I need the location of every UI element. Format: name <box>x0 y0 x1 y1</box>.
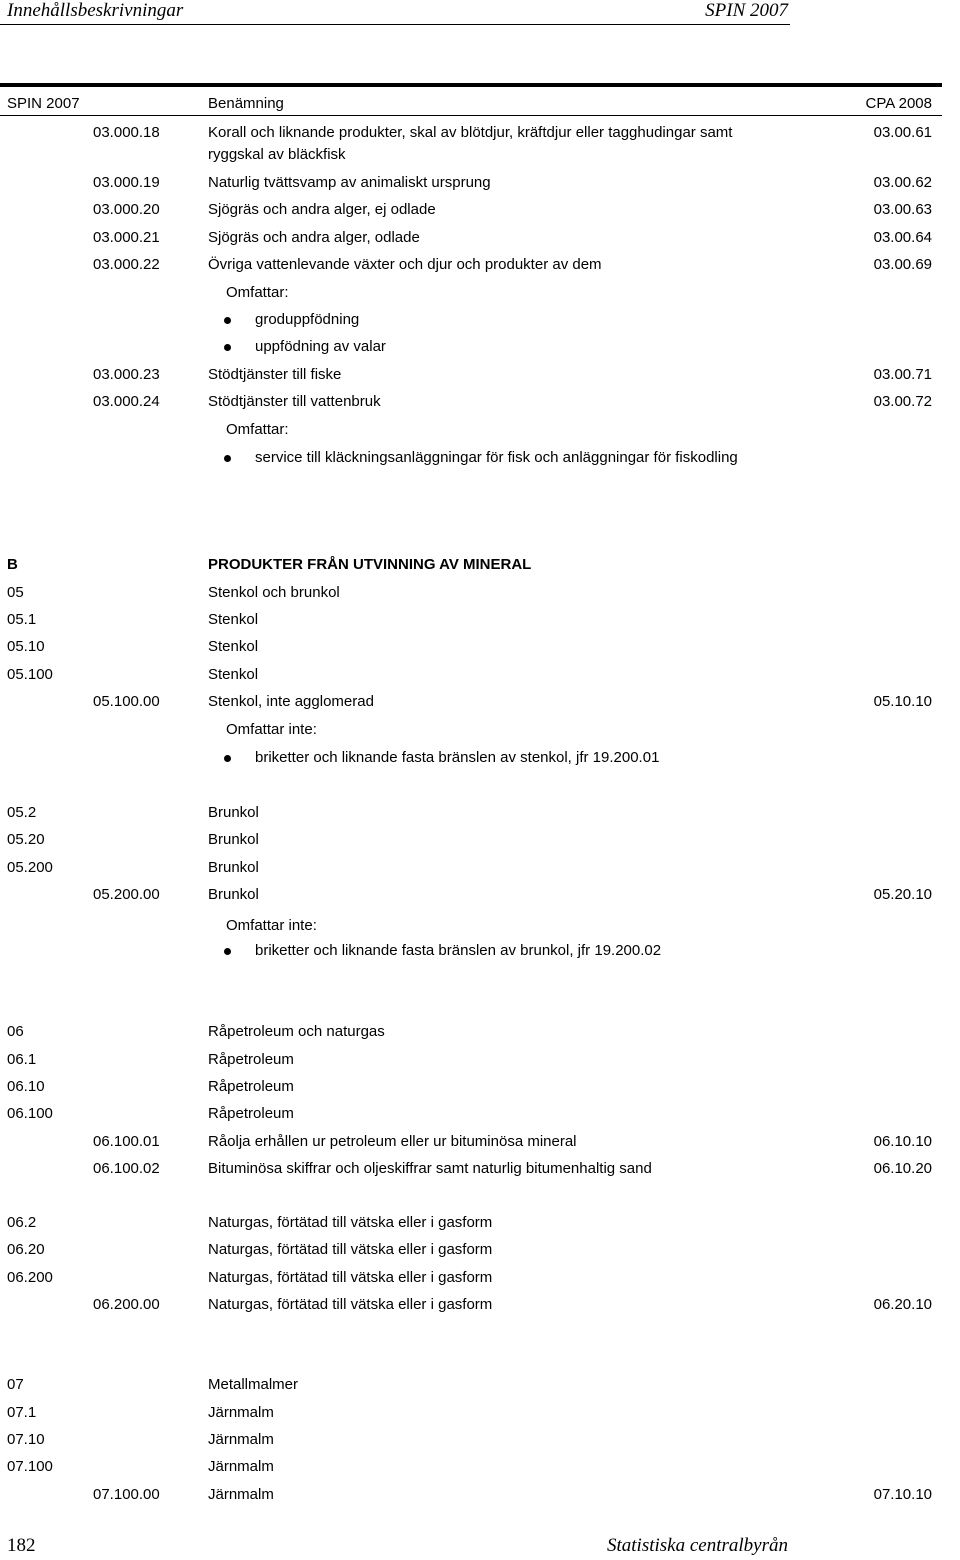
row-code: 06.100 <box>7 1105 53 1122</box>
publisher-name: Statistiska centralbyrån <box>606 1535 788 1556</box>
row-description: Sjögräs och andra alger, odlade <box>208 229 420 246</box>
row-code: 06.20 <box>7 1241 45 1258</box>
row-subcode: 03.000.20 <box>93 201 160 218</box>
row-code: 06.2 <box>7 1214 37 1231</box>
row-cpa-code: 06.10.20 <box>873 1160 932 1177</box>
scope-note-label: Omfattar inte: <box>226 917 317 934</box>
row-description: Råpetroleum <box>208 1051 294 1068</box>
scope-note-item: service till kläckningsanläggningar för fisk och anläggningar för fiskodling <box>255 449 738 466</box>
row-description: Stenkol och brunkol <box>208 584 340 601</box>
row-code: 05.10 <box>7 638 45 655</box>
row-cpa-code: 06.20.10 <box>873 1296 932 1313</box>
row-code: 06 <box>7 1023 24 1040</box>
row-cpa-code: 07.10.10 <box>873 1486 932 1503</box>
row-code: 07.100 <box>7 1458 53 1475</box>
scope-note-item: briketter och liknande fasta bränslen av brunkol, jfr 19.200.02 <box>255 942 662 959</box>
row-code: 06.1 <box>7 1051 37 1068</box>
row-code: 07.10 <box>7 1431 45 1448</box>
row-code: 05.20 <box>7 831 45 848</box>
row-cpa-code: 05.10.10 <box>873 693 932 710</box>
row-description: Korall och liknande produkter, skal av blötdjur, kräftdjur eller tagghudingar samt <box>208 124 733 141</box>
column-header-spin: SPIN 2007 <box>7 95 80 112</box>
row-code: 05.100 <box>7 666 53 683</box>
row-subcode: 03.000.18 <box>93 124 160 141</box>
row-code: 05 <box>7 584 24 601</box>
row-subcode: 03.000.24 <box>93 393 160 410</box>
row-description: Stödtjänster till fiske <box>208 366 342 383</box>
header-rule <box>0 24 790 25</box>
row-cpa-code: 03.00.61 <box>873 124 932 141</box>
table-header-rule <box>0 115 942 116</box>
row-code: 07 <box>7 1376 24 1393</box>
row-subcode: 05.200.00 <box>93 886 160 903</box>
row-subcode: 03.000.23 <box>93 366 160 383</box>
row-code: 07.1 <box>7 1404 37 1421</box>
bullet-icon <box>224 317 231 324</box>
scope-note-label: Omfattar: <box>226 421 289 438</box>
row-description: PRODUKTER FRÅN UTVINNING AV MINERAL <box>208 556 532 573</box>
row-code: 05.2 <box>7 804 37 821</box>
scope-note-item: briketter och liknande fasta bränslen av stenkol, jfr 19.200.01 <box>255 749 660 766</box>
row-description: Stenkol <box>208 666 259 683</box>
row-description: Naturlig tvättsvamp av animaliskt ursprung <box>208 174 491 191</box>
row-description: Råpetroleum och naturgas <box>208 1023 385 1040</box>
column-header-cpa: CPA 2008 <box>865 95 932 112</box>
bullet-icon <box>224 755 231 762</box>
scope-note-label: Omfattar: <box>226 284 289 301</box>
row-code: 06.200 <box>7 1269 53 1286</box>
row-subcode: 03.000.21 <box>93 229 160 246</box>
row-cpa-code: 03.00.71 <box>873 366 932 383</box>
row-description: Råpetroleum <box>208 1078 294 1095</box>
row-cpa-code: 03.00.62 <box>873 174 932 191</box>
row-cpa-code: 03.00.72 <box>873 393 932 410</box>
row-subcode: 06.100.02 <box>93 1160 160 1177</box>
row-description: Naturgas, förtätad till vätska eller i gasform <box>208 1214 493 1231</box>
row-description: Järnmalm <box>208 1458 274 1475</box>
bullet-icon <box>224 455 231 462</box>
row-description: Råolja erhållen ur petroleum eller ur bituminösa mineral <box>208 1133 577 1150</box>
row-description: Brunkol <box>208 886 259 903</box>
scope-note-item: uppfödning av valar <box>255 338 386 355</box>
row-description: Naturgas, förtätad till vätska eller i gasform <box>208 1241 493 1258</box>
scope-note-label: Omfattar inte: <box>226 721 317 738</box>
row-description: Naturgas, förtätad till vätska eller i gasform <box>208 1296 493 1313</box>
row-description: ryggskal av bläckfisk <box>208 146 346 163</box>
row-description: Bituminösa skiffrar och oljeskiffrar samt naturlig bitumenhaltig sand <box>208 1160 652 1177</box>
row-description: Stenkol <box>208 638 259 655</box>
row-description: Järnmalm <box>208 1431 274 1448</box>
row-code: 05.1 <box>7 611 37 628</box>
row-subcode: 06.100.01 <box>93 1133 160 1150</box>
scope-note-item: groduppfödning <box>255 311 360 328</box>
row-cpa-code: 06.10.10 <box>873 1133 932 1150</box>
row-subcode: 03.000.19 <box>93 174 160 191</box>
row-cpa-code: 03.00.63 <box>873 201 932 218</box>
row-code: 05.200 <box>7 859 53 876</box>
row-description: Råpetroleum <box>208 1105 294 1122</box>
row-description: Metallmalmer <box>208 1376 299 1393</box>
row-subcode: 07.100.00 <box>93 1486 160 1503</box>
row-cpa-code: 03.00.64 <box>873 229 932 246</box>
running-header-classification: SPIN 2007 <box>705 0 788 21</box>
row-description: Stenkol <box>208 611 259 628</box>
bullet-icon <box>224 948 231 955</box>
running-header-title: Innehållsbeskrivningar <box>7 0 184 21</box>
row-description: Sjögräs och andra alger, ej odlade <box>208 201 436 218</box>
row-description: Naturgas, förtätad till vätska eller i gasform <box>208 1269 493 1286</box>
row-description: Övriga vattenlevande växter och djur och produkter av dem <box>208 256 602 273</box>
row-subcode: 03.000.22 <box>93 256 160 273</box>
column-header-name: Benämning <box>208 95 284 112</box>
row-description: Stödtjänster till vattenbruk <box>208 393 381 410</box>
row-cpa-code: 05.20.10 <box>873 886 932 903</box>
bullet-icon <box>224 344 231 351</box>
row-code: 06.10 <box>7 1078 45 1095</box>
table-top-rule <box>0 83 942 87</box>
row-cpa-code: 03.00.69 <box>873 256 932 273</box>
row-subcode: 06.200.00 <box>93 1296 160 1313</box>
page-number: 182 <box>7 1535 36 1556</box>
row-description: Brunkol <box>208 804 259 821</box>
row-description: Brunkol <box>208 831 259 848</box>
row-description: Järnmalm <box>208 1404 274 1421</box>
row-subcode: 05.100.00 <box>93 693 160 710</box>
row-description: Brunkol <box>208 859 259 876</box>
row-description: Järnmalm <box>208 1486 274 1503</box>
row-description: Stenkol, inte agglomerad <box>208 693 374 710</box>
row-code: B <box>7 556 18 573</box>
